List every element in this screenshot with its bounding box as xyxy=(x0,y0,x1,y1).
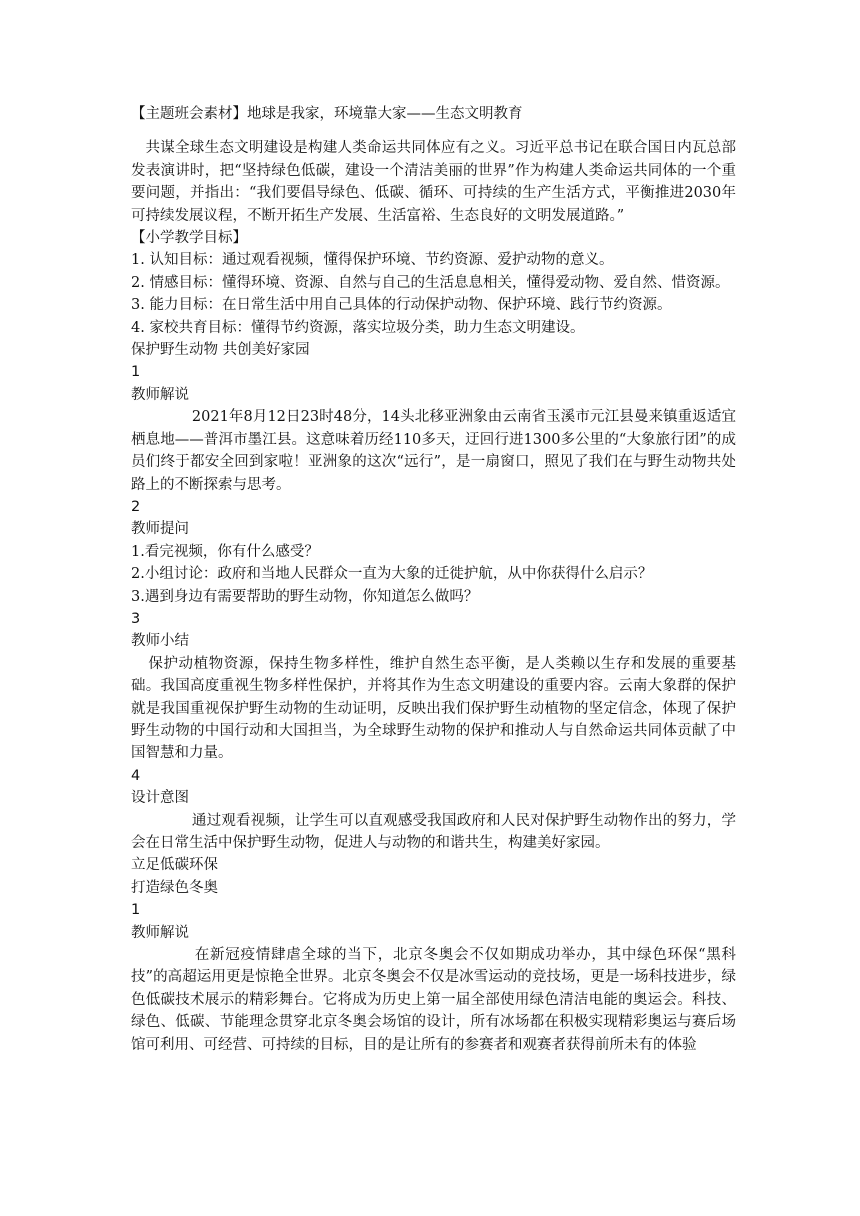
step-number: 4 xyxy=(131,767,141,784)
intro-paragraph: 共谋全球生态文明建设是构建人类命运共同体应有之义。习近平总书记在联合国日内瓦总部发表演讲时，把“坚持绿色低碳，建设一个清洁美丽的世界”作为构建人类命运共同体的一个重要问题，并指出：“我们要倡导绿色、低碳、循环、可持续的生产生活方式，平衡推进2030年可持续发展议程，不断开拓生产发展、生活富裕、生态良好的文明发展道路。” xyxy=(131,140,736,224)
explanation-paragraph: 2021年8月12日23时48分，14头北移亚洲象由云南省玉溪市元江县曼来镇重返适宜栖息地——普洱市墨江县。这意味着历经110多天，迂回行进1300多公里的“大象旅行团”的成员们终于都安全回到家啦！亚洲象的这次“远行”，是一扇窗口，照见了我们在与野生动物共处路上的不断探索与思考。 xyxy=(131,409,736,493)
explanation-paragraph: 在新冠疫情肆虐全球的当下，北京冬奥会不仅如期成功举办，其中绿色环保“黑科技”的高超运用更是惊艳全世界。北京冬奥会不仅是冰雪运动的竞技场，更是一场科技进步，绿色低碳技术展示的精彩舞台。它将成为历史上第一届全部使用绿色清洁电能的奥运会。科技、绿色、低碳、节能理念贯穿北京冬奥会场馆的设计，所有冰场都在积极实现精彩奥运与赛后场馆可利用、可经营、可持续的目标，目的是让所有的参赛者和观赛者获得前所未有的体验 xyxy=(131,947,736,1053)
step-number: 3 xyxy=(131,610,141,627)
step-heading: 教师解说 xyxy=(131,386,189,403)
summary-paragraph: 保护动植物资源，保持生物多样性，维护自然生态平衡，是人类赖以生存和发展的重要基础。我国高度重视生物多样性保护，并将其作为生态文明建设的重要内容。云南大象群的保护就是我国重视保护野生动物的生动证明，反映出我们保护野生动植物的坚定信念，体现了保护野生动物的中国行动和大国担当，为全球野生动物的保护和推动人与自然命运共同体贡献了中国智慧和力量。 xyxy=(131,655,736,762)
section-heading: 保护野生动物 共创美好家园 xyxy=(131,342,310,359)
goals-heading: 【小学教学目标】 xyxy=(131,230,247,247)
step-number: 1 xyxy=(131,902,141,919)
goal-item: 4. 家校共育目标：懂得节约资源，落实垃圾分类，助力生态文明建设。 xyxy=(131,319,585,336)
step-number: 1 xyxy=(131,364,141,381)
step-heading: 教师解说 xyxy=(131,924,189,941)
question-item: 2.小组讨论：政府和当地人民群众一直为大象的迁徙护航，从中你获得什么启示？ xyxy=(131,566,653,583)
document-title: 【主题班会素材】地球是我家，环境靠大家——生态文明教育 xyxy=(131,106,523,122)
section-heading: 立足低碳环保 xyxy=(131,857,218,874)
question-item: 1.看完视频，你有什么感受？ xyxy=(131,543,319,560)
section-heading: 打造绿色冬奥 xyxy=(131,879,218,896)
goal-item: 1. 认知目标：通过观看视频，懂得保护环境、节约资源、爱护动物的意义。 xyxy=(131,252,614,269)
step-heading: 教师小结 xyxy=(131,633,189,650)
goal-item: 3. 能力目标：在日常生活中用自己具体的行动保护动物、保护环境、践行节约资源。 xyxy=(131,297,672,314)
step-heading: 教师提问 xyxy=(131,521,189,538)
step-number: 2 xyxy=(131,498,141,515)
question-item: 3.遇到身边有需要帮助的野生动物，你知道怎么做吗？ xyxy=(131,588,479,605)
step-heading: 设计意图 xyxy=(131,790,189,807)
design-intent-paragraph: 通过观看视频，让学生可以直观感受我国政府和人民对保护野生动物作出的努力，学会在日常生活中保护野生动物，促进人与动物的和谐共生，构建美好家园。 xyxy=(131,812,736,851)
goal-item: 2. 情感目标：懂得环境、资源、自然与自己的生活息息相关，懂得爱动物、爱自然、惜资源。 xyxy=(131,274,730,291)
